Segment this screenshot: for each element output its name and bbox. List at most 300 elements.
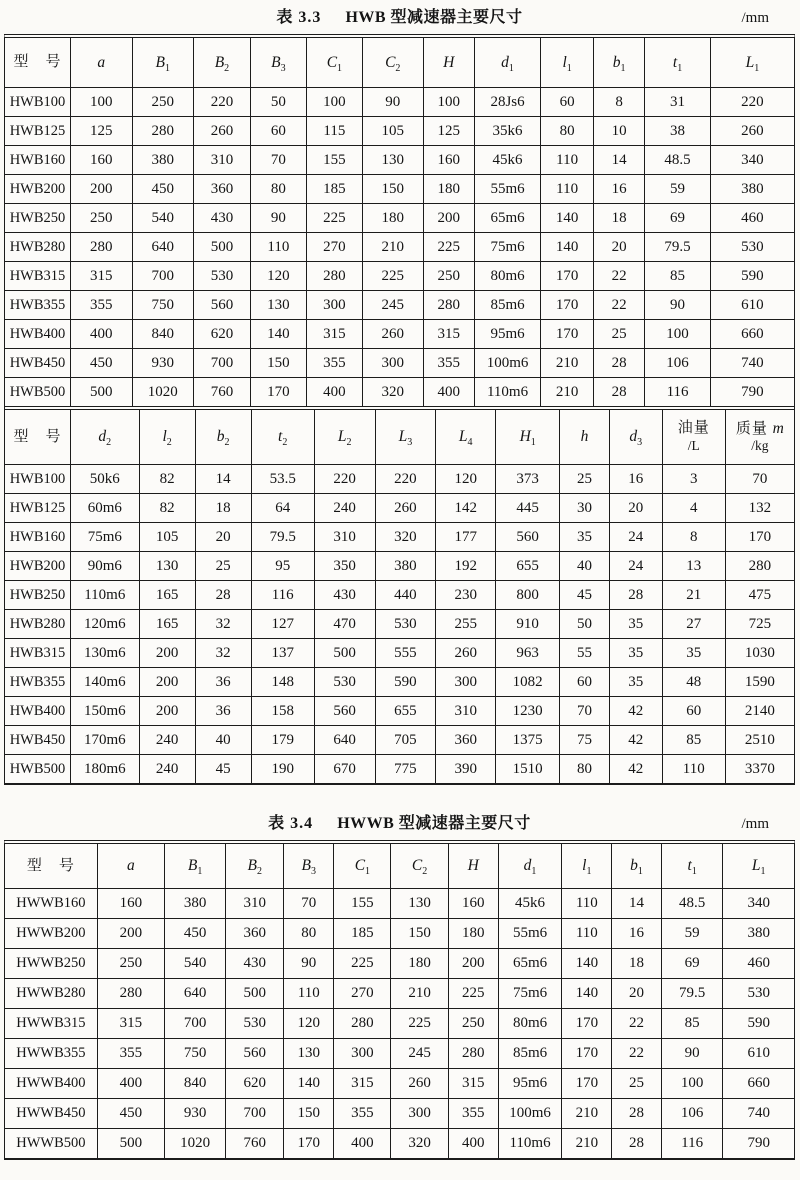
value-cell: 60m6 <box>70 494 139 523</box>
value-cell: 280 <box>423 291 474 320</box>
value-cell: 18 <box>594 204 645 233</box>
value-cell: 1510 <box>496 755 560 784</box>
value-cell: 250 <box>423 262 474 291</box>
value-cell: 90 <box>645 291 710 320</box>
column-header: $L_4$ <box>436 408 496 465</box>
column-header: $b_1$ <box>594 38 645 88</box>
value-cell: 13 <box>662 552 725 581</box>
value-cell: 910 <box>496 610 560 639</box>
value-cell: 35 <box>609 610 662 639</box>
model-cell: HWWB250 <box>5 949 97 979</box>
column-header: $b_1$ <box>612 844 662 889</box>
value-cell: 160 <box>448 889 498 919</box>
value-cell: 210 <box>562 1129 612 1159</box>
value-cell: 590 <box>723 1009 794 1039</box>
column-header: 型 号 <box>5 408 70 465</box>
value-cell: 165 <box>139 610 195 639</box>
value-cell: 150 <box>362 175 423 204</box>
value-cell: 500 <box>314 639 375 668</box>
value-cell: 540 <box>164 949 226 979</box>
value-cell: 31 <box>645 88 710 117</box>
column-header: $C_2$ <box>391 844 449 889</box>
value-cell: 177 <box>436 523 496 552</box>
value-cell: 460 <box>723 949 794 979</box>
value-cell: 300 <box>334 1039 391 1069</box>
value-cell: 28 <box>612 1129 662 1159</box>
value-cell: 90 <box>284 949 334 979</box>
value-cell: 315 <box>448 1069 498 1099</box>
value-cell: 110 <box>541 175 594 204</box>
value-cell: 100m6 <box>474 349 540 378</box>
value-cell: 24 <box>609 552 662 581</box>
value-cell: 260 <box>362 320 423 349</box>
value-cell: 95 <box>251 552 314 581</box>
value-cell: 140 <box>284 1069 334 1099</box>
table-row <box>5 1129 794 1159</box>
column-header: $B_3$ <box>250 38 306 88</box>
column-header: a <box>97 844 164 889</box>
value-cell: 790 <box>741 383 764 400</box>
value-cell: 80m6 <box>474 262 540 291</box>
value-cell: 50k6 <box>70 465 139 494</box>
value-cell: 700 <box>194 349 251 378</box>
value-cell: 280 <box>725 552 794 581</box>
model-cell: HWB100 <box>5 88 70 117</box>
value-cell: 1020 <box>164 1129 226 1159</box>
value-cell: 155 <box>306 146 362 175</box>
value-cell: 35 <box>662 639 725 668</box>
value-cell: 80 <box>250 175 306 204</box>
value-cell: 540 <box>132 204 194 233</box>
table-row <box>5 639 794 668</box>
model-cell: HWB500 <box>5 755 70 784</box>
value-cell: 355 <box>306 349 362 378</box>
value-cell: 225 <box>423 233 474 262</box>
table-row <box>5 552 794 581</box>
value-cell: 25 <box>560 465 610 494</box>
value-cell: 45k6 <box>474 146 540 175</box>
value-cell: 80 <box>541 117 594 146</box>
value-cell: 32 <box>195 610 251 639</box>
value-cell: 45 <box>560 581 610 610</box>
value-cell: 60 <box>560 668 610 697</box>
value-cell: 10 <box>594 117 645 146</box>
value-cell: 245 <box>362 291 423 320</box>
model-cell: HWB250 <box>5 204 70 233</box>
caption-number: 表 3.3 <box>276 9 322 26</box>
column-header: $l_2$ <box>139 408 195 465</box>
table-row <box>5 1039 794 1069</box>
value-cell: 180 <box>448 919 498 949</box>
table-row <box>5 291 794 320</box>
value-cell: 225 <box>391 1009 449 1039</box>
model-cell: HWB400 <box>5 320 70 349</box>
value-cell: 130 <box>139 552 195 581</box>
value-cell: 59 <box>645 175 710 204</box>
table-row <box>5 726 794 755</box>
value-cell: 840 <box>164 1069 226 1099</box>
value-cell: 963 <box>496 639 560 668</box>
value-cell: 380 <box>723 919 794 949</box>
value-cell: 130 <box>250 291 306 320</box>
value-cell: 127 <box>251 610 314 639</box>
value-cell: 45k6 <box>498 889 562 919</box>
value-cell: 80m6 <box>498 1009 562 1039</box>
model-cell: HWB400 <box>5 697 70 726</box>
value-cell: 110m6 <box>474 378 540 407</box>
value-cell: 140 <box>541 233 594 262</box>
value-cell: 555 <box>375 639 436 668</box>
value-cell: 75m6 <box>474 233 540 262</box>
header-row <box>5 38 794 88</box>
value-cell: 250 <box>132 88 194 117</box>
value-cell: 460 <box>710 204 794 233</box>
value-cell: 310 <box>436 697 496 726</box>
model-cell: HWWB280 <box>5 979 97 1009</box>
value-cell: 28 <box>609 581 662 610</box>
value-cell: 250 <box>97 949 164 979</box>
value-cell: 270 <box>306 233 362 262</box>
value-cell: 16 <box>612 919 662 949</box>
value-cell: 400 <box>306 378 362 407</box>
value-cell: 150 <box>284 1099 334 1129</box>
value-cell: 69 <box>645 204 710 233</box>
value-cell: 340 <box>710 146 794 175</box>
column-header: $C_1$ <box>306 38 362 88</box>
value-cell: 170 <box>562 1039 612 1069</box>
value-cell: 116 <box>251 581 314 610</box>
value-cell: 170 <box>541 291 594 320</box>
value-cell: 90m6 <box>70 552 139 581</box>
value-cell: 245 <box>391 1039 449 1069</box>
value-cell: 530 <box>723 979 794 1009</box>
column-header: $B_3$ <box>284 844 334 889</box>
value-cell: 25 <box>195 552 251 581</box>
column-header: $H_1$ <box>496 408 560 465</box>
model-cell: HWWB315 <box>5 1009 97 1039</box>
value-cell: 640 <box>314 726 375 755</box>
unit-label: /mm <box>741 816 769 832</box>
value-cell: 110 <box>662 755 725 784</box>
value-cell: 360 <box>226 919 284 949</box>
value-cell: 380 <box>375 552 436 581</box>
value-cell: 450 <box>164 919 226 949</box>
value-cell: 560 <box>226 1039 284 1069</box>
value-cell: 35 <box>609 639 662 668</box>
table-row <box>5 889 794 919</box>
value-cell: 42 <box>609 726 662 755</box>
model-cell: HWB125 <box>5 117 70 146</box>
value-cell: 355 <box>70 291 132 320</box>
value-cell: 50 <box>250 88 306 117</box>
value-cell: 30 <box>560 494 610 523</box>
caption-text <box>268 815 531 832</box>
value-cell: 315 <box>423 320 474 349</box>
value-cell: 340 <box>723 889 794 919</box>
value-cell: 280 <box>334 1009 391 1039</box>
value-cell: 55m6 <box>498 919 562 949</box>
value-cell: 180 <box>362 204 423 233</box>
value-cell: 1030 <box>725 639 794 668</box>
value-cell: 185 <box>306 175 362 204</box>
value-cell: 20 <box>612 979 662 1009</box>
value-cell: 95m6 <box>474 320 540 349</box>
table-row <box>5 1069 794 1099</box>
value-cell: 79.5 <box>251 523 314 552</box>
value-cell: 530 <box>710 233 794 262</box>
column-header: $B_2$ <box>226 844 284 889</box>
value-cell: 22 <box>594 291 645 320</box>
value-cell: 350 <box>314 552 375 581</box>
value-cell: 380 <box>164 889 226 919</box>
value-cell: 28 <box>195 581 251 610</box>
unit-label: /mm <box>741 10 769 26</box>
table-row <box>5 979 794 1009</box>
value-cell: 225 <box>334 949 391 979</box>
value-cell: 225 <box>448 979 498 1009</box>
value-cell: 79.5 <box>661 979 723 1009</box>
value-cell: 380 <box>132 146 194 175</box>
value-cell: 500 <box>226 979 284 1009</box>
value-cell: 250 <box>70 204 132 233</box>
value-cell: 120m6 <box>70 610 139 639</box>
value-cell: 28 <box>594 378 645 407</box>
value-cell: 36 <box>195 697 251 726</box>
table-row <box>5 146 794 175</box>
model-cell: HWWB500 <box>5 1129 97 1159</box>
value-cell: 260 <box>194 117 251 146</box>
model-cell: HWWB160 <box>5 889 97 919</box>
value-cell: 42 <box>609 697 662 726</box>
value-cell: 300 <box>306 291 362 320</box>
value-cell: 530 <box>314 668 375 697</box>
value-cell: 100 <box>423 88 474 117</box>
value-cell: 180m6 <box>70 755 139 784</box>
value-cell: 110 <box>562 889 612 919</box>
value-cell: 32 <box>195 639 251 668</box>
table-row <box>5 494 794 523</box>
value-cell: 110 <box>284 979 334 1009</box>
value-cell: 105 <box>362 117 423 146</box>
table-row <box>5 88 794 117</box>
value-cell: 70 <box>560 697 610 726</box>
value-cell: 64 <box>251 494 314 523</box>
model-cell: HWB450 <box>5 726 70 755</box>
value-cell: 65m6 <box>498 949 562 979</box>
value-cell: 16 <box>609 465 662 494</box>
value-cell: 106 <box>645 349 710 378</box>
value-cell: 50 <box>560 610 610 639</box>
value-cell: 4 <box>662 494 725 523</box>
value-cell: 115 <box>306 117 362 146</box>
value-cell: 21 <box>662 581 725 610</box>
column-header: $L_2$ <box>314 408 375 465</box>
model-cell: HWB355 <box>5 668 70 697</box>
value-cell: 590 <box>375 668 436 697</box>
value-cell: 170 <box>562 1069 612 1099</box>
value-cell: 80 <box>560 755 610 784</box>
model-cell: HWB450 <box>5 349 70 378</box>
column-header: h <box>560 408 610 465</box>
value-cell: 280 <box>70 233 132 262</box>
value-cell: 170 <box>562 1009 612 1039</box>
value-cell: 260 <box>391 1069 449 1099</box>
table-3-3-upper-part <box>5 38 794 406</box>
value-cell: 255 <box>436 610 496 639</box>
column-header: $C_2$ <box>362 38 423 88</box>
value-cell: 200 <box>97 919 164 949</box>
value-cell: 22 <box>612 1009 662 1039</box>
column-header: $d_2$ <box>70 408 139 465</box>
value-cell: 280 <box>448 1039 498 1069</box>
value-cell: 200 <box>139 668 195 697</box>
model-cell: HWWB200 <box>5 919 97 949</box>
value-cell: 170 <box>250 378 306 407</box>
column-header: $t_1$ <box>645 38 710 88</box>
value-cell: 750 <box>164 1039 226 1069</box>
value-cell: 28 <box>594 349 645 378</box>
value-cell: 210 <box>541 378 594 407</box>
value-cell: 110 <box>250 233 306 262</box>
value-cell: 69 <box>661 949 723 979</box>
model-cell: HWB200 <box>5 552 70 581</box>
value-cell: 110m6 <box>70 581 139 610</box>
model-cell: HWB125 <box>5 494 70 523</box>
value-cell: 315 <box>70 262 132 291</box>
value-cell: 400 <box>97 1069 164 1099</box>
value-cell: 155 <box>334 889 391 919</box>
value-cell: 42 <box>609 755 662 784</box>
value-cell: 53.5 <box>251 465 314 494</box>
value-cell: 45 <box>195 755 251 784</box>
value-cell: 930 <box>164 1099 226 1129</box>
value-cell: 310 <box>226 889 284 919</box>
value-cell: 120 <box>250 262 306 291</box>
value-cell: 130 <box>284 1039 334 1069</box>
table-row <box>5 1099 794 1129</box>
value-cell: 225 <box>306 204 362 233</box>
table-row <box>5 581 794 610</box>
value-cell: 2510 <box>725 726 794 755</box>
value-cell: 55m6 <box>474 175 540 204</box>
value-cell: 700 <box>164 1009 226 1039</box>
value-cell: 16 <box>594 175 645 204</box>
value-cell: 140 <box>250 320 306 349</box>
value-cell: 400 <box>448 1129 498 1159</box>
value-cell: 150m6 <box>70 697 139 726</box>
value-cell: 530 <box>194 262 251 291</box>
value-cell: 116 <box>645 378 710 407</box>
value-cell: 55 <box>560 639 610 668</box>
value-cell: 840 <box>132 320 194 349</box>
value-cell: 28 <box>612 1099 662 1129</box>
column-header: a <box>70 38 132 88</box>
value-cell: 130 <box>391 889 449 919</box>
value-cell: 148 <box>251 668 314 697</box>
value-cell: 85 <box>661 1009 723 1039</box>
value-cell: 35 <box>560 523 610 552</box>
value-cell: 90 <box>362 88 423 117</box>
value-cell: 700 <box>226 1099 284 1129</box>
column-header: $L_1$ <box>710 38 794 88</box>
column-header: $B_2$ <box>194 38 251 88</box>
table-row <box>5 697 794 726</box>
value-cell: 70 <box>250 146 306 175</box>
value-cell: 14 <box>594 146 645 175</box>
column-header: $L_1$ <box>723 844 794 889</box>
value-cell: 440 <box>375 581 436 610</box>
value-cell: 1082 <box>496 668 560 697</box>
value-cell: 130m6 <box>70 639 139 668</box>
table-row <box>5 465 794 494</box>
value-cell: 165 <box>139 581 195 610</box>
value-cell: 22 <box>612 1039 662 1069</box>
value-cell: 18 <box>195 494 251 523</box>
value-cell: 75m6 <box>70 523 139 552</box>
value-cell: 640 <box>164 979 226 1009</box>
model-cell: HWB250 <box>5 581 70 610</box>
value-cell: 320 <box>375 523 436 552</box>
value-cell: 35 <box>609 668 662 697</box>
value-cell: 140 <box>562 979 612 1009</box>
value-cell: 125 <box>423 117 474 146</box>
value-cell: 210 <box>541 349 594 378</box>
value-cell: 700 <box>132 262 194 291</box>
value-cell: 100 <box>306 88 362 117</box>
value-cell: 315 <box>97 1009 164 1039</box>
value-cell: 137 <box>251 639 314 668</box>
value-cell: 170 <box>541 320 594 349</box>
value-cell: 3370 <box>744 760 775 777</box>
value-cell: 160 <box>70 146 132 175</box>
value-cell: 60 <box>541 88 594 117</box>
value-cell: 48 <box>662 668 725 697</box>
value-cell: 40 <box>195 726 251 755</box>
value-cell: 130 <box>362 146 423 175</box>
value-cell: 14 <box>195 465 251 494</box>
value-cell: 170 <box>725 523 794 552</box>
value-cell: 79.5 <box>645 233 710 262</box>
value-cell: 70 <box>725 465 794 494</box>
value-cell: 640 <box>132 233 194 262</box>
value-cell: 85m6 <box>498 1039 562 1069</box>
value-cell: 240 <box>139 726 195 755</box>
value-cell: 1590 <box>725 668 794 697</box>
column-header: $t_1$ <box>661 844 723 889</box>
value-cell: 655 <box>375 697 436 726</box>
value-cell: 110m6 <box>498 1129 562 1159</box>
value-cell: 140 <box>541 204 594 233</box>
value-cell: 610 <box>710 291 794 320</box>
value-cell: 1020 <box>132 378 194 407</box>
value-cell: 390 <box>436 755 496 784</box>
model-cell: HWB500 <box>5 378 70 407</box>
value-cell: 82 <box>139 465 195 494</box>
table-row <box>5 204 794 233</box>
value-cell: 140 <box>562 949 612 979</box>
value-cell: 660 <box>710 320 794 349</box>
value-cell: 20 <box>609 494 662 523</box>
model-cell: HWB355 <box>5 291 70 320</box>
model-cell: HWB315 <box>5 639 70 668</box>
column-header: H <box>423 38 474 88</box>
table-row <box>5 117 794 146</box>
value-cell: 360 <box>436 726 496 755</box>
value-cell: 400 <box>423 378 474 407</box>
model-cell: HWWB450 <box>5 1099 97 1129</box>
value-cell: 20 <box>594 233 645 262</box>
value-cell: 725 <box>725 610 794 639</box>
